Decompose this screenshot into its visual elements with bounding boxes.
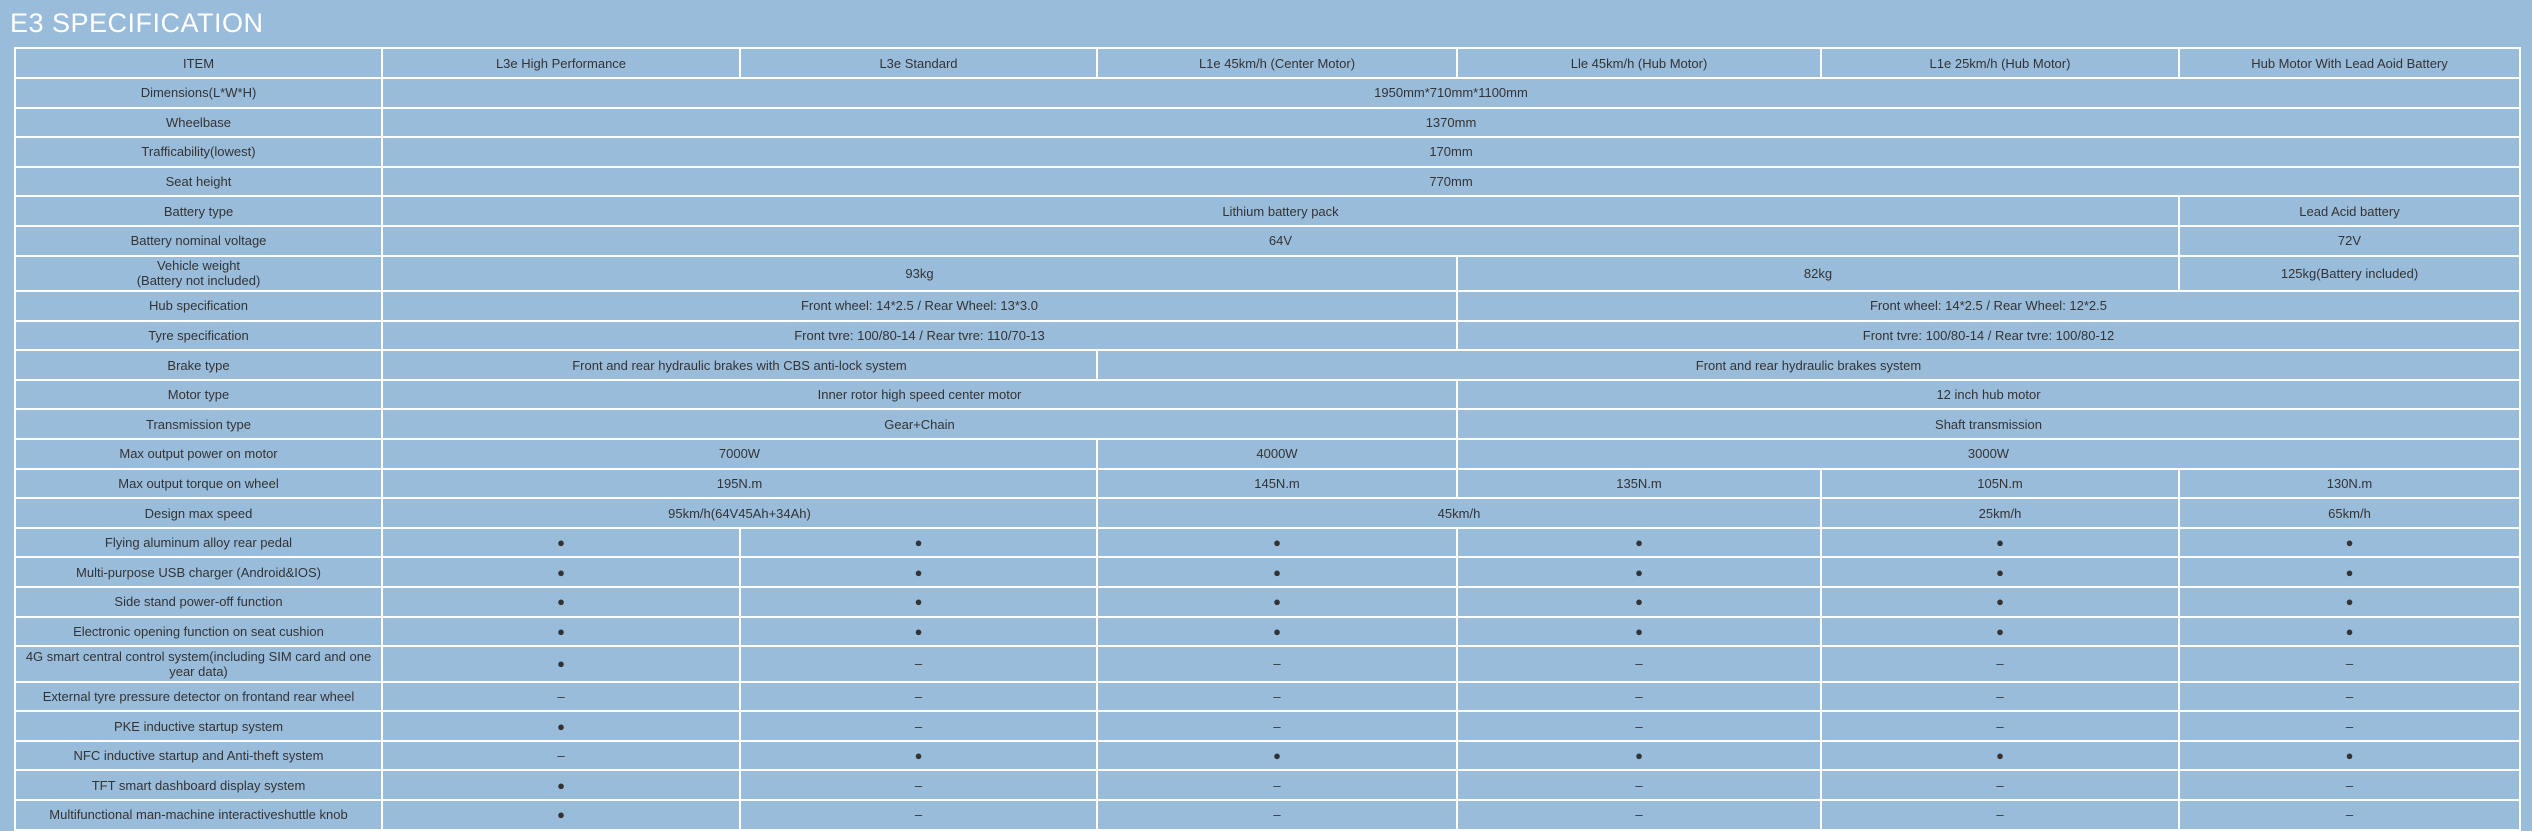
row-label: Multifunctional man-machine interactiveshuttle knob xyxy=(15,800,382,830)
spec-value-cell: Front wheel: 14*2.5 / Rear Wheel: 12*2.5 xyxy=(1457,291,2520,321)
row-label: Multi-purpose USB charger (Android&IOS) xyxy=(15,557,382,587)
row-label: Brake type xyxy=(15,350,382,380)
column-header-hub-motor-lead-acid: Hub Motor With Lead Aoid Battery xyxy=(2179,48,2520,78)
spec-value-cell: 770mm xyxy=(382,167,2520,197)
feature-included-dot: ● xyxy=(740,587,1097,617)
header-row xyxy=(15,48,2520,78)
feature-included-dot: ● xyxy=(1097,587,1457,617)
feature-not-available-dash: – xyxy=(1097,770,1457,800)
table-row xyxy=(15,256,2520,292)
table-row xyxy=(15,137,2520,167)
row-label: Battery nominal voltage xyxy=(15,226,382,256)
feature-not-available-dash: – xyxy=(740,711,1097,741)
row-label: Hub specification xyxy=(15,291,382,321)
feature-not-available-dash: – xyxy=(2179,711,2520,741)
feature-included-dot: ● xyxy=(382,800,740,830)
spec-value-cell: 65km/h xyxy=(2179,498,2520,528)
row-label: Max output torque on wheel xyxy=(15,469,382,499)
row-label: Motor type xyxy=(15,380,382,410)
spec-value-cell: Lead Acid battery xyxy=(2179,196,2520,226)
feature-included-dot: ● xyxy=(1457,557,1821,587)
row-label: Tyre specification xyxy=(15,321,382,351)
table-row xyxy=(15,800,2520,830)
feature-not-available-dash: – xyxy=(1821,770,2179,800)
spec-value-cell: Front and rear hydraulic brakes system xyxy=(1097,350,2520,380)
table-row xyxy=(15,439,2520,469)
column-header-l3e-high-performance: L3e High Performance xyxy=(382,48,740,78)
table-row xyxy=(15,528,2520,558)
feature-not-available-dash: – xyxy=(1457,646,1821,682)
spec-value-cell: 195N.m xyxy=(382,469,1097,499)
feature-not-available-dash: – xyxy=(1821,800,2179,830)
table-row xyxy=(15,380,2520,410)
row-label: Design max speed xyxy=(15,498,382,528)
row-label: 4G smart central control system(including SIM card and one year data) xyxy=(15,646,382,682)
row-label: Electronic opening function on seat cushion xyxy=(15,617,382,647)
feature-included-dot: ● xyxy=(1097,557,1457,587)
table-row xyxy=(15,409,2520,439)
spec-value-cell: Gear+Chain xyxy=(382,409,1457,439)
row-label: NFC inductive startup and Anti-theft system xyxy=(15,741,382,771)
row-label-line2: (Battery not included) xyxy=(136,273,261,289)
table-row xyxy=(15,617,2520,647)
spec-value-cell: 82kg xyxy=(1457,256,2179,292)
feature-included-dot: ● xyxy=(382,646,740,682)
feature-included-dot: ● xyxy=(1821,587,2179,617)
feature-included-dot: ● xyxy=(1097,528,1457,558)
feature-included-dot: ● xyxy=(2179,741,2520,771)
feature-not-available-dash: – xyxy=(382,682,740,712)
spec-value-cell: 25km/h xyxy=(1821,498,2179,528)
feature-included-dot: ● xyxy=(1457,587,1821,617)
feature-included-dot: ● xyxy=(1097,617,1457,647)
spec-value-cell: 12 inch hub motor xyxy=(1457,380,2520,410)
feature-included-dot: ● xyxy=(382,711,740,741)
feature-not-available-dash: – xyxy=(1821,682,2179,712)
feature-not-available-dash: – xyxy=(2179,770,2520,800)
spec-value-cell: Front and rear hydraulic brakes with CBS anti-lock system xyxy=(382,350,1097,380)
row-label: TFT smart dashboard display system xyxy=(15,770,382,800)
spec-value-cell: Front wheel: 14*2.5 / Rear Wheel: 13*3.0 xyxy=(382,291,1457,321)
table-row xyxy=(15,78,2520,108)
feature-not-available-dash: – xyxy=(1457,682,1821,712)
feature-not-available-dash: – xyxy=(1457,711,1821,741)
spec-value-cell: Front tvre: 100/80-14 / Rear tvre: 100/80-12 xyxy=(1457,321,2520,351)
row-label: Wheelbase xyxy=(15,108,382,138)
feature-not-available-dash: – xyxy=(1821,711,2179,741)
spec-value-cell: 1950mm*710mm*1100mm xyxy=(382,78,2520,108)
table-row xyxy=(15,587,2520,617)
feature-included-dot: ● xyxy=(740,557,1097,587)
table-row xyxy=(15,557,2520,587)
feature-included-dot: ● xyxy=(1457,617,1821,647)
table-row xyxy=(15,226,2520,256)
feature-included-dot: ● xyxy=(740,741,1097,771)
column-header-l1e-45-hub-motor: Lle 45km/h (Hub Motor) xyxy=(1457,48,1821,78)
spec-value-cell: Inner rotor high speed center motor xyxy=(382,380,1457,410)
row-label: Max output power on motor xyxy=(15,439,382,469)
feature-included-dot: ● xyxy=(2179,528,2520,558)
spec-value-cell: 4000W xyxy=(1097,439,1457,469)
column-header-l1e-25-hub-motor: L1e 25km/h (Hub Motor) xyxy=(1821,48,2179,78)
spec-value-cell: Shaft transmission xyxy=(1457,409,2520,439)
row-label: Trafficability(lowest) xyxy=(15,137,382,167)
feature-included-dot: ● xyxy=(1821,557,2179,587)
table-row xyxy=(15,711,2520,741)
feature-included-dot: ● xyxy=(1821,741,2179,771)
feature-included-dot: ● xyxy=(1457,741,1821,771)
spec-value-cell: 105N.m xyxy=(1821,469,2179,499)
spec-table-body xyxy=(15,78,2520,830)
feature-included-dot: ● xyxy=(1821,617,2179,647)
feature-included-dot: ● xyxy=(740,528,1097,558)
feature-included-dot: ● xyxy=(382,770,740,800)
row-label: Seat height xyxy=(15,167,382,197)
table-row xyxy=(15,291,2520,321)
feature-included-dot: ● xyxy=(382,557,740,587)
spec-table xyxy=(14,47,2521,831)
spec-value-cell: 64V xyxy=(382,226,2179,256)
feature-not-available-dash: – xyxy=(382,741,740,771)
spec-value-cell: 45km/h xyxy=(1097,498,1821,528)
feature-included-dot: ● xyxy=(740,617,1097,647)
column-header-item: ITEM xyxy=(15,48,382,78)
table-row xyxy=(15,321,2520,351)
feature-not-available-dash: – xyxy=(1097,711,1457,741)
column-header-l1e-45-center-motor: L1e 45km/h (Center Motor) xyxy=(1097,48,1457,78)
feature-included-dot: ● xyxy=(2179,617,2520,647)
spec-value-cell: 72V xyxy=(2179,226,2520,256)
feature-not-available-dash: – xyxy=(2179,646,2520,682)
row-label: Transmission type xyxy=(15,409,382,439)
feature-not-available-dash: – xyxy=(740,646,1097,682)
spec-value-cell: 93kg xyxy=(382,256,1457,292)
feature-not-available-dash: – xyxy=(2179,800,2520,830)
feature-included-dot: ● xyxy=(1097,741,1457,771)
feature-not-available-dash: – xyxy=(740,770,1097,800)
feature-not-available-dash: – xyxy=(1821,646,2179,682)
row-label: Battery type xyxy=(15,196,382,226)
table-row xyxy=(15,682,2520,712)
feature-not-available-dash: – xyxy=(1097,646,1457,682)
feature-included-dot: ● xyxy=(382,528,740,558)
table-row xyxy=(15,350,2520,380)
feature-included-dot: ● xyxy=(2179,587,2520,617)
feature-not-available-dash: – xyxy=(1097,800,1457,830)
feature-included-dot: ● xyxy=(2179,557,2520,587)
spec-value-cell: 1370mm xyxy=(382,108,2520,138)
table-row xyxy=(15,646,2520,682)
spec-value-cell: 145N.m xyxy=(1097,469,1457,499)
spec-value-cell: 95km/h(64V45Ah+34Ah) xyxy=(382,498,1097,528)
feature-included-dot: ● xyxy=(382,617,740,647)
table-row xyxy=(15,469,2520,499)
feature-not-available-dash: – xyxy=(1457,770,1821,800)
table-row xyxy=(15,741,2520,771)
table-row xyxy=(15,196,2520,226)
column-header-l3e-standard: L3e Standard xyxy=(740,48,1097,78)
spec-value-cell: Lithium battery pack xyxy=(382,196,2179,226)
spec-value-cell: 135N.m xyxy=(1457,469,1821,499)
feature-not-available-dash: – xyxy=(1457,800,1821,830)
feature-not-available-dash: – xyxy=(1097,682,1457,712)
spec-value-cell: 170mm xyxy=(382,137,2520,167)
spec-value-cell: 7000W xyxy=(382,439,1097,469)
table-row xyxy=(15,108,2520,138)
row-label: Vehicle weight (Battery not included) xyxy=(15,256,382,292)
spec-value-cell: 130N.m xyxy=(2179,469,2520,499)
feature-not-available-dash: – xyxy=(740,800,1097,830)
table-row xyxy=(15,498,2520,528)
feature-included-dot: ● xyxy=(1821,528,2179,558)
row-label: Side stand power-off function xyxy=(15,587,382,617)
feature-included-dot: ● xyxy=(1457,528,1821,558)
table-row xyxy=(15,770,2520,800)
feature-included-dot: ● xyxy=(382,587,740,617)
spec-value-cell: 125kg(Battery included) xyxy=(2179,256,2520,292)
row-label: Flying aluminum alloy rear pedal xyxy=(15,528,382,558)
row-label: External tyre pressure detector on frontand rear wheel xyxy=(15,682,382,712)
feature-not-available-dash: – xyxy=(740,682,1097,712)
row-label: Dimensions(L*W*H) xyxy=(15,78,382,108)
spec-value-cell: Front tvre: 100/80-14 / Rear tvre: 110/70-13 xyxy=(382,321,1457,351)
feature-not-available-dash: – xyxy=(2179,682,2520,712)
spec-value-cell: 3000W xyxy=(1457,439,2520,469)
page-title: E3 SPECIFICATION xyxy=(10,8,264,38)
table-row xyxy=(15,167,2520,197)
row-label: PKE inductive startup system xyxy=(15,711,382,741)
